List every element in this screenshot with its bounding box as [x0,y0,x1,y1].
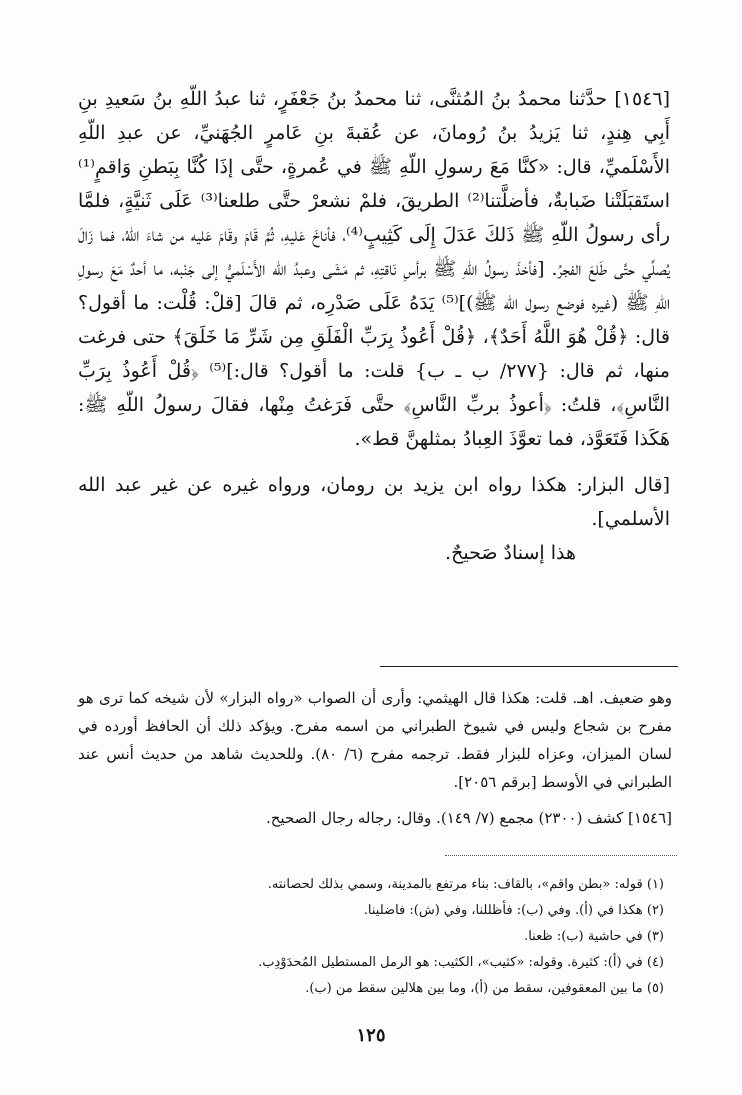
note-item: (٢) هكذا في (أ). وفي (ب): فأظللنا، وفي (ش): فاضلينا. [363,903,664,918]
notes-separator [445,855,677,856]
hadith-text: [١٥٤٦] حدَّثنا محمدُ بنُ المُثنَّى، ثنا محمدُ بنُ جَعْفَرٍ، ثنا عبدُ اللّهِ بنُ سَعيدِ بنِ أَبِي هِندٍ، ثنا يَزيدُ بنُ رُومانَ، عن عُقبةَ بنِ عَامرٍ الجُهَنيِّ، عن عبدِ اللّهِ الأَسْلَميِّ، قال: «كنَّا مَعَ رسولِ اللّهِ ﷺ في عُمرةٍ، حتَّى إذَا كُنَّا بِبَطنِ وَاقمٍ⁽¹⁾ استَقبَلَتْنا ضَبابةٌ، فأضلَّتنا⁽²⁾ الطريقَ، فلمْ نشعرْ حتَّى طلعنا⁽³⁾ عَلَى ثَنيَّةٍ، فلمَّا رأى رسولُ اللّهِ ﷺ ذَلكَ عَدَلَ إِلَى كَثِيبٍ⁽⁴⁾، فأناخَ عَليهِ، ثُمَّ قَامَ وقَامَ عَليه من شاءَ اللّهُ، فما زَالَ يُصلِّي حتَّى طَلعَ الفجرُ. [فأخذَ رسولُ اللّهِ ﷺ برأسِ نَاقتِهِ، ثم مَشَى وعبدُ الله الأَسْلَميُّ إلى جَنْبه، ما أحدٌ مَعَ رسولِ اللّهِ ﷺ (غيره فوضع رسول الله ﷺ)]⁽⁵⁾ يَدَهُ عَلَى صَدْرِه، ثم قالَ [قلْ: قُلْت: ما أقول؟ قال: ﴿قُلْ هُوَ اللَّهُ أَحَدٌ﴾، ﴿قُلْ أَعُوذُ بِرَبِّ الْفَلَقِ مِن شَرِّ مَا خَلَقَ﴾ حتى فرغت منها، ثم قال: {٢٧٧/ ب ـ ب} قلت: ما أقول؟ قال:]⁽⁵⁾ ﴿قُلْ أَعُوذُ بِرَبِّ النَّاسِ﴾، قلتُ: ﴿أعوذُ بربِّ النَّاسِ﴾ حتَّى فَرَغتُ مِنْها، فقالَ رسولُ اللّهِ ﷺ: هَكَذا فَتَعَوَّذ، فما تعوَّذَ العِبادُ بمثلهنَّ قط». [78,88,671,450]
notes-list [78,872,664,1002]
note-item: (١) قوله: «بطن واقم»، بالقاف: بناء مرتفع بالمدينة، وسمي بذلك لحصانته. [267,877,664,892]
commentary-text: وهو ضعيف. اهـ. قلت: هكذا قال الهيثمي: وأرى أن الصواب «رواه البزار» لأن شيخه كما ترى هو مفرح بن شجاع وليس في شيوخ الطبراني من اسمه مفرح. ويؤكد ذلك أن الحافظ أورده في لسان الميزان، وعزاه للبزار فقط. ترجمه مفرح (٦/ ٨٠). وللحديث شاهد من حديث أنس عند الطبراني في الأوسط [برقم ٢٠٥٦]. [78,689,672,791]
isnad-grade: هذا إسنادٌ صَحيحٌ. [445,542,576,564]
bazzar-comment: [قال البزار: هكذا رواه ابن يزيد بن رومان، ورواه غيره عن غير عبد الله الأسلمي]. [78,474,670,530]
note-item: (٥) ما بين المعقوفين، سقط من (أ)، وما بين هلالين سقط من (ب). [305,981,664,996]
commentary-footnote [78,684,672,832]
page-number: ١٢٥ [356,1025,386,1046]
hadith-body [78,82,670,570]
note-item: (٤) في (أ): كثيرة. وقوله: «كثيب»، الكثيب: هو الرمل المستطيل المُحدَوْدِب. [258,955,664,970]
source-reference: [١٥٤٦] كشف (٢٣٠٠) مجمع (٧/ ١٤٩). وقال: رجاله رجال الصحيح. [265,809,672,827]
note-item: (٣) في حاشية (ب): ظعنا. [524,929,664,944]
footnote-separator [380,666,678,667]
